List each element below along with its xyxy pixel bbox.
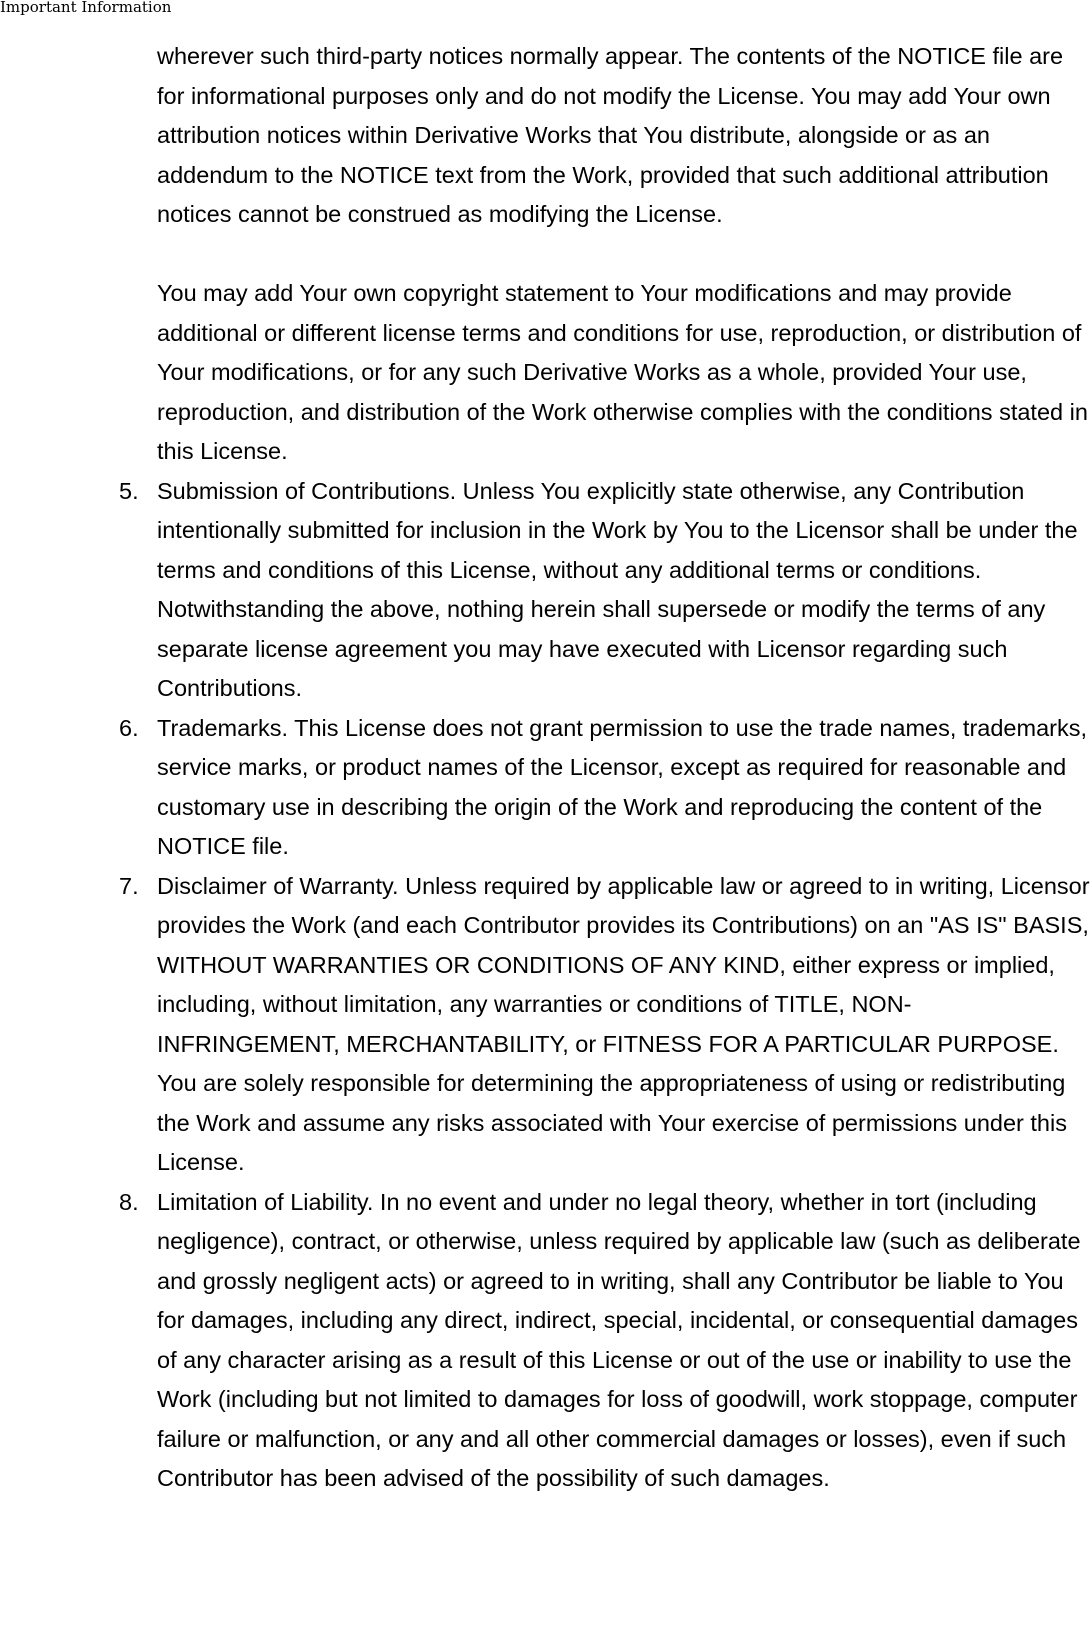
clause-8-text: Limitation of Liability. In no event and under no legal theory, whether in tort (including negligence), contract, or otherwise, unless required by applicable law (such as deliberate and grossly negligent acts) or agreed to in writing, shall any Contributor be liable to You for damages, including any direct, indirect, special, incidental, or consequential damages of any character arising as a result of this License or out of the use or inability to use the Work (including but not limited to damages for loss of goodwill, work stoppage, computer failure or malfunction, or any and all other commercial damages or losses), even if such Contributor has been advised of the possibility of such damages.: [157, 1188, 1081, 1491]
clause-5-number: 5.: [119, 477, 139, 504]
clause-8-number: 8.: [119, 1188, 139, 1215]
clause-5-text: Submission of Contributions. Unless You explicitly state otherwise, any Contribution intentionally submitted for inclusion in the Work by You to the Licensor shall be under the terms and conditions of this License, without any additional terms or conditions.: [157, 477, 1078, 583]
clause-5: [119, 472, 1091, 709]
copyright-paragraph: You may add Your own copyright statement to Your modifications and may provide additional or different license terms and conditions for use, reproduction, or distribution of Your modifications, or for any such Derivative Works as a whole, provided Your use, reproduction, and distribution of the Work otherwise complies with the conditions stated in this License.: [157, 280, 1088, 464]
clause-8: [119, 1183, 1091, 1499]
license-document: [0, 37, 1091, 1499]
clause-6-text: Trademarks. This License does not grant permission to use the trade names, trademarks, service marks, or product names of the Licensor, except as required for reasonable and customary use in describing the origin of the Work and reproducing the content of the NOTICE file.: [157, 714, 1087, 859]
clause-7-text: Disclaimer of Warranty. Unless required by applicable law or agreed to in writing, Licensor provides the Work (and each Contributor provides its Contributions) on an "AS IS" BASIS, WITHOUT WARRANTIES OR CONDITIONS OF ANY KIND, either express or implied, including, without limitation, any warranties or conditions of TITLE, NON-INFRINGEMENT, MERCHANTABILITY, or FITNESS FOR A PARTICULAR PURPOSE. You are solely responsible for determining the appropriateness of using or redistributing the Work and assume any risks associated with Your exercise of permissions under this License.: [157, 872, 1090, 1175]
clause-5-extra-text: Notwithstanding the above, nothing herein shall supersede or modify the terms of any separate license agreement you may have executed with Licensor regarding such Contributions.: [157, 596, 1046, 701]
paragraph-spacer: [0, 235, 1091, 275]
clause-7: [119, 867, 1091, 1183]
clause-6: [119, 709, 1091, 867]
license-clause-list: [0, 472, 1091, 1499]
notice-paragraph: wherever such third-party notices normally appear. The contents of the NOTICE file are for informational purposes only and do not modify the License. You may add Your own attribution notices within Derivative Works that You distribute, alongside or as an addendum to the NOTICE text from the Work, provided that such additional attribution notices cannot be construed as modifying the License.: [157, 43, 1064, 227]
clause-7-number: 7.: [119, 872, 139, 899]
clause-6-number: 6.: [119, 714, 139, 741]
page-header-title: Important Information: [0, 0, 172, 16]
